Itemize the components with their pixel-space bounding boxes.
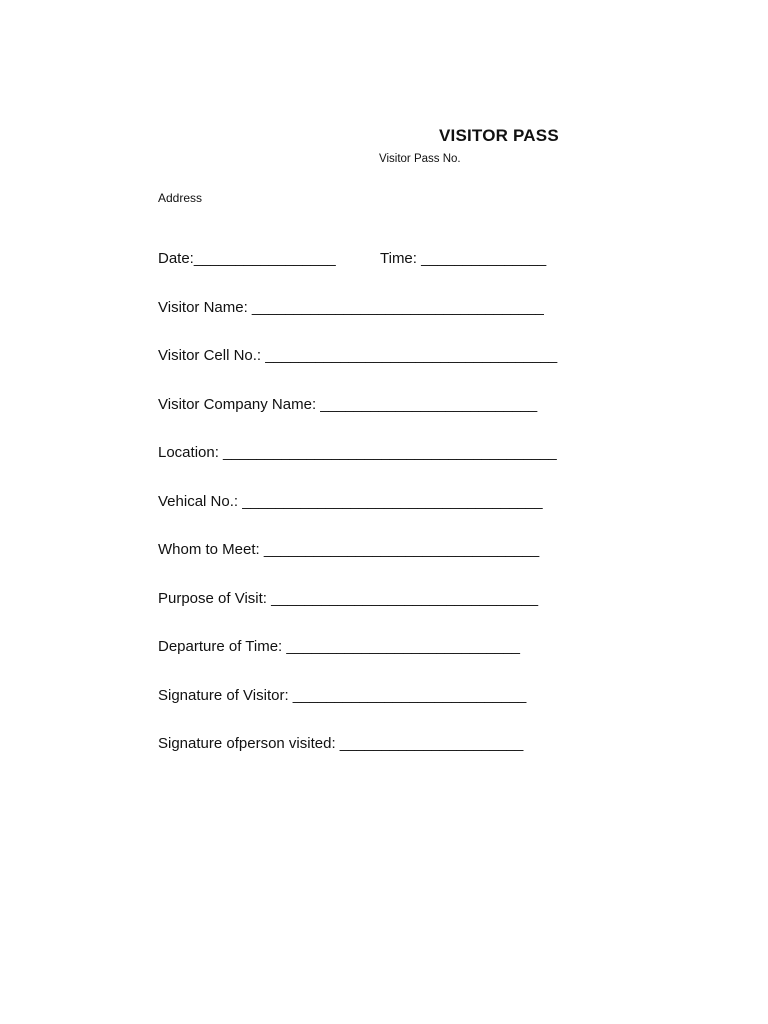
time-field[interactable]: Time: _______________: [380, 250, 547, 267]
vehicle-number-field[interactable]: Vehical No.: ____________________________________: [158, 493, 543, 510]
departure-time-field[interactable]: Departure of Time: ____________________________: [158, 638, 520, 655]
date-field[interactable]: Date:_________________: [158, 250, 336, 267]
page-title: VISITOR PASS: [439, 126, 559, 145]
person-visited-signature-field[interactable]: Signature ofperson visited: ______________________: [158, 735, 524, 752]
visitor-company-field[interactable]: Visitor Company Name: __________________________: [158, 396, 538, 413]
address-label: Address: [158, 191, 203, 205]
location-field[interactable]: Location: ________________________________________: [158, 444, 557, 461]
visitor-pass-number-label: Visitor Pass No.: [379, 153, 461, 165]
whom-to-meet-field[interactable]: Whom to Meet: _________________________________: [158, 541, 540, 558]
visitor-name-field[interactable]: Visitor Name: ___________________________________: [158, 299, 544, 316]
visitor-signature-field[interactable]: Signature of Visitor: ____________________________: [158, 687, 527, 704]
purpose-of-visit-field[interactable]: Purpose of Visit: ________________________________: [158, 590, 539, 607]
visitor-cell-field[interactable]: Visitor Cell No.: ___________________________________: [158, 347, 558, 364]
